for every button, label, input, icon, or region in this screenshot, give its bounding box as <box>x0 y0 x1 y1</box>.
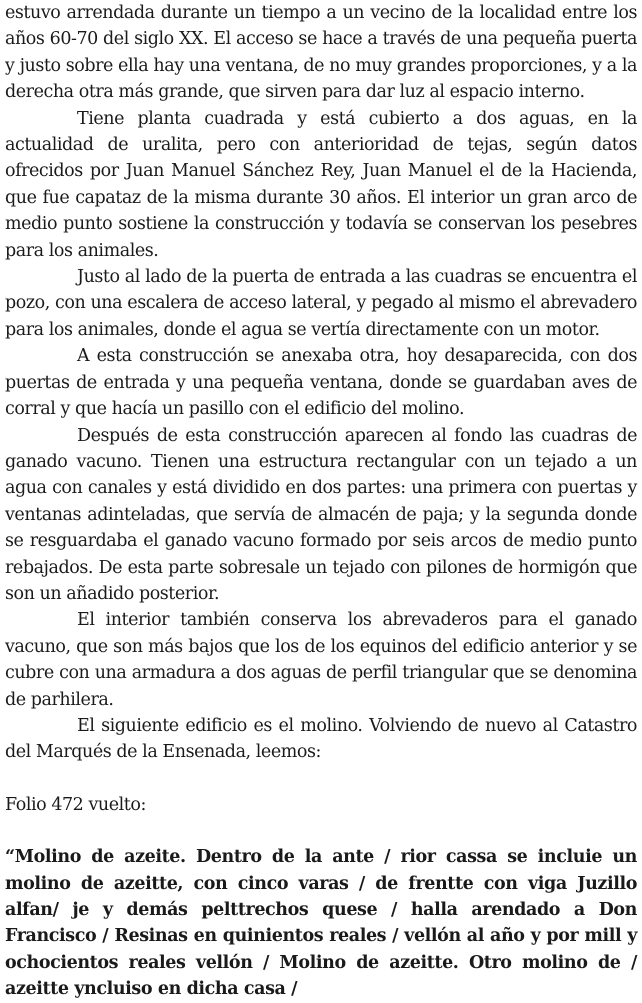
paragraph-planta-cuadrada: Tiene planta cuadrada y está cubierto a dos aguas, en la actualidad de uralita, pero con anterioridad de tejas, según datos ofrecidos por Juan Manuel Sánchez Rey, Juan Manuel el de la Hacienda, que fue capataz de la misma durante 30 años. El interior un gran arco de medio punto sostiene la construcción y todavía se conservan los pesebres para los animales. <box>5 108 637 261</box>
paragraph-molino: El siguiente edificio es el molino. Volviendo de nuevo al Catastro del Marqués de la Ensenada, leemos: <box>5 715 637 763</box>
paragraph-cuadras-vacuno: Después de esta construcción aparecen al fondo las cuadras de ganado vacuno. Tienen una estructura rectangular con un tejado a un agua con canales y está dividido en dos partes: una primera con puertas y ventanas adinteladas, que servía de almacén de paja; y la segunda donde se resguardaba el ganado vacuno formado por seis arcos de medio punto rebajados. De esta parte sobresale un tejado con pilones de hormigón que son un añadido posterior. <box>5 425 637 604</box>
paragraph-anexo: A esta construcción se anexaba otra, hoy desaparecida, con dos puertas de entrada y una pequeña ventana, donde se guardaban aves de corral y que hacía un pasillo con el edificio del molino. <box>5 346 637 420</box>
paragraph-pozo: Justo al lado de la puerta de entrada a las cuadras se encuentra el pozo, con una escalera de acceso lateral, y pegado al mismo el abrevadero para los animales, donde el agua se vertía directamente con un motor. <box>5 267 637 340</box>
catastro-quote: “Molino de azeite. Dentro de la ante / rior cassa se incluie un molino de azeitte, con cinco varas / de frentte con viga Juzillo alfan/ je y demás pelttrechos quese / halla arendado a Don Francisco / Resinas en quinientos reales / vellón al año y por mill y ochocientos reales vellón / Molino de azeitte. Otro molino de / azeitte yncluiso en dicha casa / <box>5 847 637 1000</box>
paragraph-interior-abrevaderos: El interior también conserva los abrevaderos para el ganado vacuno, que son más bajos que los de los equinos del edificio anterior y se cubre con una armadura a dos aguas de perfil triangular que se denomina de parhilera. <box>5 610 637 710</box>
document-page <box>5 0 637 1003</box>
folio-reference: Folio 472 vuelto: <box>5 794 146 815</box>
paragraph-arrendada: estuvo arrendada durante un tiempo a un vecino de la localidad entre los años 60-70 del siglo XX. El acceso se hace a través de una pequeña puerta y justo sobre ella hay una ventana, de no muy grandes proporciones, y a la derecha otra más grande, que sirven para dar luz al espacio interno. <box>5 3 637 103</box>
